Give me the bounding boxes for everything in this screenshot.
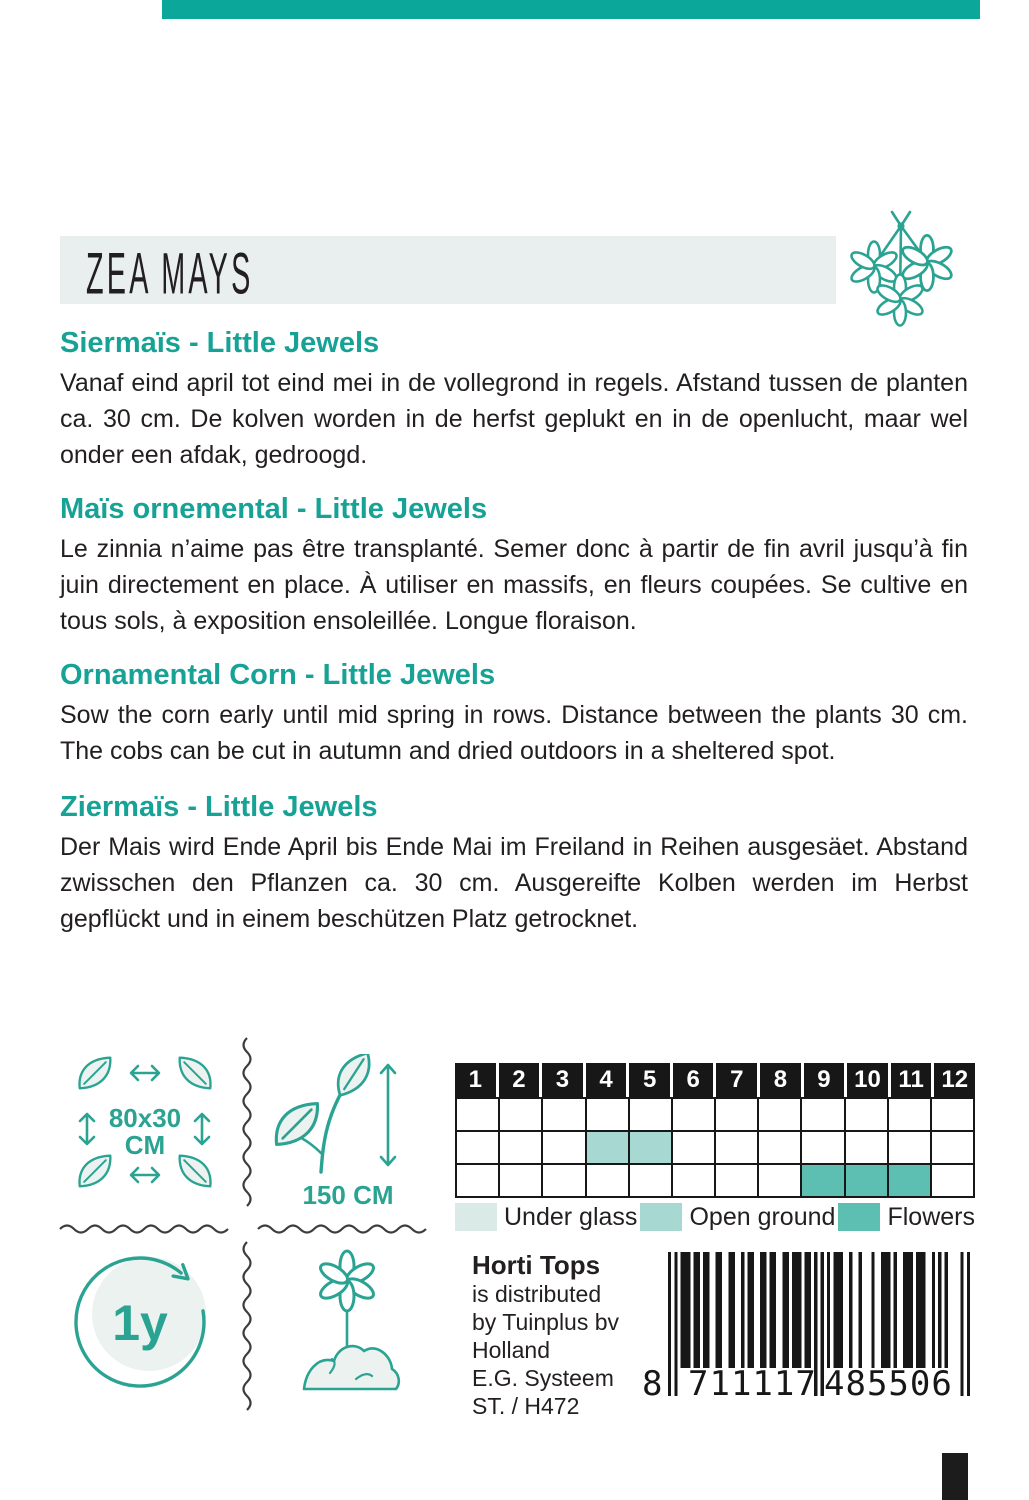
calendar-cell-open-ground-m4 — [587, 1132, 630, 1165]
section-de-heading: Ziermaïs - Little Jewels — [60, 791, 378, 823]
calendar-cell-flowers-m8 — [759, 1165, 802, 1198]
calendar-cell-open-ground-m11 — [889, 1132, 932, 1165]
calendar-cell-under-glass-m9 — [802, 1099, 845, 1132]
section-en — [60, 658, 968, 769]
flowers-label: Flowers — [887, 1202, 975, 1231]
spacing-value: 80x30 — [108, 1103, 182, 1133]
calendar-cell-under-glass-m2 — [500, 1099, 543, 1132]
section-de-body: Der Mais wird Ende April bis Ende Mai im Freiland in Reihen ausgesäet. Abstand zwisschen den Pflanzen ca. 30 cm. Ausgereifte Kolben werden im Herbst gepflückt und in einem beschützen Platz getrocknet. — [60, 833, 968, 933]
section-fr-body: Le zinnia n’aime pas être transplanté. Semer donc à partir de fin avril jusqu’à fin juin directement en place. À utiliser en massifs, en fleurs coupées. Se cultive en tous sols, à exposition ensoleillée. Longue floraison. — [60, 535, 968, 635]
wavy-divider-vertical-1 — [240, 1036, 254, 1218]
calendar-cell-flowers-m4 — [587, 1165, 630, 1198]
wavy-divider-horizontal-2 — [256, 1222, 433, 1236]
section-en-body: Sow the corn early until mid spring in rows. Distance between the plants 30 cm. The cobs can be cut in autumn and dried outdoors in a sheltered spot. — [60, 701, 968, 765]
calendar-cell-under-glass-m7 — [716, 1099, 759, 1132]
calendar-cell-flowers-m5 — [630, 1165, 673, 1198]
wavy-divider-vertical-2 — [240, 1240, 254, 1416]
flower-mound-icon — [292, 1243, 402, 1398]
calendar-month-header: 8 — [760, 1063, 801, 1097]
plant-spacing-icon — [75, 1053, 215, 1195]
wavy-divider-horizontal-1 — [58, 1222, 235, 1236]
legend-item-flowers — [838, 1203, 975, 1232]
section-nl — [60, 326, 968, 473]
spacing-unit: CM — [124, 1130, 166, 1160]
barcode-left-digits: 711117 — [688, 1364, 817, 1404]
calendar-cell-flowers-m12 — [932, 1165, 975, 1198]
section-de — [60, 790, 968, 937]
calendar-cell-open-ground-m9 — [802, 1132, 845, 1165]
calendar-cell-under-glass-m12 — [932, 1099, 975, 1132]
annual-label: 1y — [112, 1295, 168, 1351]
calendar-cell-open-ground-m7 — [716, 1132, 759, 1165]
plant-height-icon — [273, 1054, 400, 1176]
calendar-month-header: 1 — [455, 1063, 496, 1097]
section-en-heading: Ornamental Corn - Little Jewels — [60, 659, 496, 691]
section-fr — [60, 492, 968, 639]
sowing-calendar — [455, 1063, 975, 1198]
hanging-flowers-icon — [843, 210, 955, 328]
height-label: 150 CM — [302, 1180, 394, 1210]
calendar-cell-flowers-m10 — [846, 1165, 889, 1198]
calendar-month-header: 2 — [499, 1063, 540, 1097]
calendar-cell-flowers-m6 — [673, 1165, 716, 1198]
barcode-first-digit: 8 — [642, 1364, 664, 1404]
calendar-cell-under-glass-m3 — [543, 1099, 586, 1132]
top-accent-bar — [162, 0, 980, 19]
calendar-cell-open-ground-m1 — [457, 1132, 500, 1165]
open-ground-swatch — [640, 1203, 682, 1231]
calendar-cell-under-glass-m1 — [457, 1099, 500, 1132]
distributor-line: is distributed — [472, 1281, 602, 1307]
legend-item-under-glass — [455, 1203, 637, 1232]
flowers-swatch — [838, 1203, 880, 1231]
calendar-cell-open-ground-m6 — [673, 1132, 716, 1165]
distributor-line: ST. / H472 — [472, 1393, 580, 1419]
distributor-line: Holland — [472, 1337, 550, 1363]
calendar-cell-flowers-m7 — [716, 1165, 759, 1198]
calendar-cell-open-ground-m10 — [846, 1132, 889, 1165]
calendar-cell-under-glass-m11 — [889, 1099, 932, 1132]
section-fr-heading: Maïs ornemental - Little Jewels — [60, 493, 488, 525]
calendar-month-header: 12 — [934, 1063, 975, 1097]
calendar-month-header: 4 — [586, 1063, 627, 1097]
section-nl-body: Vanaf eind april tot eind mei in de vollegrond in regels. Afstand tussen de planten ca. 30 cm. De kolven worden in de herfst geplukt en in de openlucht, maar wel onder een afdak, gedroogd. — [60, 369, 968, 469]
calendar-cell-under-glass-m5 — [630, 1099, 673, 1132]
distributor-line: E.G. Systeem — [472, 1365, 614, 1391]
open-ground-label: Open ground — [689, 1202, 836, 1231]
calendar-cell-flowers-m9 — [802, 1165, 845, 1198]
calendar-cell-flowers-m11 — [889, 1165, 932, 1198]
calendar-cell-open-ground-m3 — [543, 1132, 586, 1165]
under-glass-label: Under glass — [504, 1202, 638, 1231]
calendar-cell-open-ground-m2 — [500, 1132, 543, 1165]
barcode-right-digits: 485506 — [824, 1364, 953, 1404]
calendar-cell-flowers-m2 — [500, 1165, 543, 1198]
calendar-body — [455, 1097, 975, 1198]
under-glass-swatch — [455, 1203, 497, 1231]
distributor-block — [472, 1250, 642, 1420]
calendar-month-header: 11 — [891, 1063, 932, 1097]
calendar-cell-under-glass-m4 — [587, 1099, 630, 1132]
calendar-cell-open-ground-m8 — [759, 1132, 802, 1165]
print-registration-mark — [942, 1453, 968, 1500]
barcode — [642, 1252, 974, 1404]
annual-cycle-icon — [72, 1252, 212, 1392]
legend-item-open-ground — [640, 1203, 835, 1232]
calendar-cell-flowers-m3 — [543, 1165, 586, 1198]
distributor-name: Horti Tops — [472, 1250, 601, 1280]
calendar-cell-under-glass-m10 — [846, 1099, 889, 1132]
calendar-cell-open-ground-m12 — [932, 1132, 975, 1165]
spacing-label — [75, 1105, 215, 1159]
calendar-cell-under-glass-m6 — [673, 1099, 716, 1132]
section-nl-heading: Siermaïs - Little Jewels — [60, 327, 380, 359]
calendar-header — [455, 1063, 975, 1097]
calendar-month-header: 5 — [629, 1063, 670, 1097]
calendar-month-header: 3 — [542, 1063, 583, 1097]
calendar-cell-flowers-m1 — [457, 1165, 500, 1198]
calendar-cell-open-ground-m5 — [630, 1132, 673, 1165]
calendar-month-header: 6 — [673, 1063, 714, 1097]
calendar-month-header: 10 — [847, 1063, 888, 1097]
species-title: ZEA MAYS — [86, 240, 254, 307]
calendar-legend — [455, 1202, 975, 1232]
distributor-line: by Tuinplus bv — [472, 1309, 620, 1335]
calendar-month-header: 7 — [716, 1063, 757, 1097]
calendar-cell-under-glass-m8 — [759, 1099, 802, 1132]
calendar-month-header: 9 — [804, 1063, 845, 1097]
